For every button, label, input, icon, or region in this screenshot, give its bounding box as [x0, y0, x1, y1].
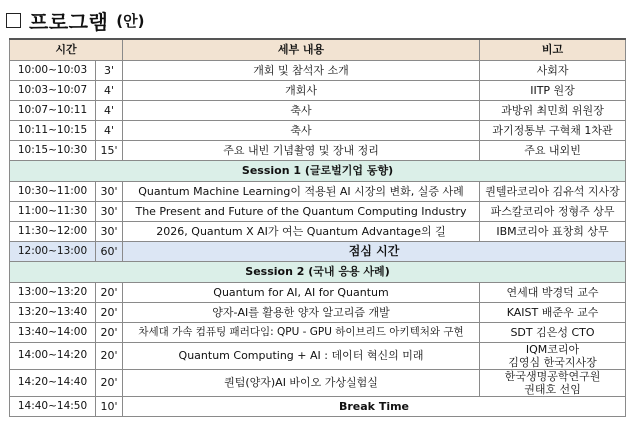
row-detail: Quantum for AI, AI for Quantum — [123, 282, 480, 302]
row-time: 10:03~10:07 — [10, 80, 96, 100]
row-detail: 개회 및 참석자 소개 — [123, 60, 480, 80]
row-detail: Quantum Machine Learning이 적용된 AI 시장의 변화, 실증 사례 — [123, 181, 480, 201]
row-time: 14:00~14:20 — [10, 342, 96, 369]
lunch-time: 12:00~13:00 — [10, 241, 96, 261]
page-heading — [6, 6, 144, 34]
row-note: KAIST 배준우 교수 — [480, 302, 626, 322]
row-time: 10:11~10:15 — [10, 120, 96, 140]
page-title: 프로그램 — [29, 9, 109, 34]
row-time: 10:30~11:00 — [10, 181, 96, 201]
row-duration: 20' — [96, 369, 123, 396]
row-detail: 차세대 가속 컴퓨팅 패러다임: QPU - GPU 하이브리드 아키텍처와 구현 — [123, 322, 480, 342]
session-2-header — [10, 261, 626, 282]
row-duration: 4' — [96, 120, 123, 140]
table-row — [10, 60, 626, 80]
row-note: IBM코리아 표창희 상무 — [480, 221, 626, 241]
row-detail: The Present and Future of the Quantum Computing Industry — [123, 201, 480, 221]
row-detail: 주요 내빈 기념촬영 및 장내 정리 — [123, 140, 480, 160]
row-note: 과기정통부 구혁채 1차관 — [480, 120, 626, 140]
row-note: 연세대 박경덕 교수 — [480, 282, 626, 302]
row-duration: 15' — [96, 140, 123, 160]
header-time: 시간 — [10, 39, 123, 60]
table-row — [10, 120, 626, 140]
table-row — [10, 181, 626, 201]
table-row — [10, 140, 626, 160]
row-note: IITP 원장 — [480, 80, 626, 100]
lunch-title: 점심 시간 — [123, 241, 626, 261]
row-duration: 30' — [96, 181, 123, 201]
table-row — [10, 201, 626, 221]
row-note-line1: 한국생명공학연구원 — [504, 369, 601, 383]
row-detail: 퀀텀(양자)AI 바이오 가상실험실 — [123, 369, 480, 396]
session-1-title: Session 1 (글로벌기업 동향) — [10, 160, 626, 181]
row-time: 10:15~10:30 — [10, 140, 96, 160]
row-note-line2: 권태호 선임 — [524, 382, 581, 396]
row-duration: 20' — [96, 282, 123, 302]
row-note — [480, 369, 626, 396]
row-note-line2: 김영심 한국지사장 — [508, 355, 597, 369]
program-table — [9, 38, 626, 417]
table-row — [10, 322, 626, 342]
row-detail: 2026, Quantum X AI가 여는 Quantum Advantage의 길 — [123, 221, 480, 241]
row-time: 11:30~12:00 — [10, 221, 96, 241]
session-1-header — [10, 160, 626, 181]
row-time: 10:00~10:03 — [10, 60, 96, 80]
header-detail: 세부 내용 — [123, 39, 480, 60]
header-note: 비고 — [480, 39, 626, 60]
row-note: 퀀텔라코리아 김유석 지사장 — [480, 181, 626, 201]
table-row — [10, 80, 626, 100]
row-note: 파스칼코리아 정형주 상무 — [480, 201, 626, 221]
table-row — [10, 100, 626, 120]
table-row — [10, 221, 626, 241]
row-duration: 4' — [96, 80, 123, 100]
row-time: 14:20~14:40 — [10, 369, 96, 396]
row-duration: 4' — [96, 100, 123, 120]
row-note-line1: IQM코리아 — [525, 342, 580, 356]
table-row — [10, 369, 626, 396]
row-detail: Quantum Computing + AI : 데이터 혁신의 미래 — [123, 342, 480, 369]
row-time: 13:40~14:00 — [10, 322, 96, 342]
row-duration: 20' — [96, 342, 123, 369]
row-duration: 3' — [96, 60, 123, 80]
table-row — [10, 302, 626, 322]
row-time: 13:00~13:20 — [10, 282, 96, 302]
row-duration: 30' — [96, 221, 123, 241]
row-note: SDT 김은성 CTO — [480, 322, 626, 342]
row-duration: 10' — [96, 396, 123, 416]
page-title-suffix: (안) — [116, 11, 145, 30]
row-time: 14:40~14:50 — [10, 396, 96, 416]
row-detail: 축사 — [123, 100, 480, 120]
row-time: 13:20~13:40 — [10, 302, 96, 322]
table-row — [10, 342, 626, 369]
row-time: 10:07~10:11 — [10, 100, 96, 120]
row-duration: 20' — [96, 322, 123, 342]
row-detail: 개회사 — [123, 80, 480, 100]
lunch-duration: 60' — [96, 241, 123, 261]
table-row — [10, 282, 626, 302]
row-note: 과방위 최민희 위원장 — [480, 100, 626, 120]
session-2-title: Session 2 (국내 응용 사례) — [10, 261, 626, 282]
row-note — [480, 342, 626, 369]
table-row-partial — [10, 396, 626, 416]
row-detail: 양자-AI를 활용한 양자 알고리즘 개발 — [123, 302, 480, 322]
row-time: 11:00~11:30 — [10, 201, 96, 221]
row-duration: 20' — [96, 302, 123, 322]
row-detail: Break Time — [123, 396, 626, 416]
lunch-row — [10, 241, 626, 261]
row-note: 사회자 — [480, 60, 626, 80]
checkbox-square-icon — [6, 13, 21, 28]
row-duration: 30' — [96, 201, 123, 221]
row-note: 주요 내외빈 — [480, 140, 626, 160]
row-detail: 축사 — [123, 120, 480, 140]
